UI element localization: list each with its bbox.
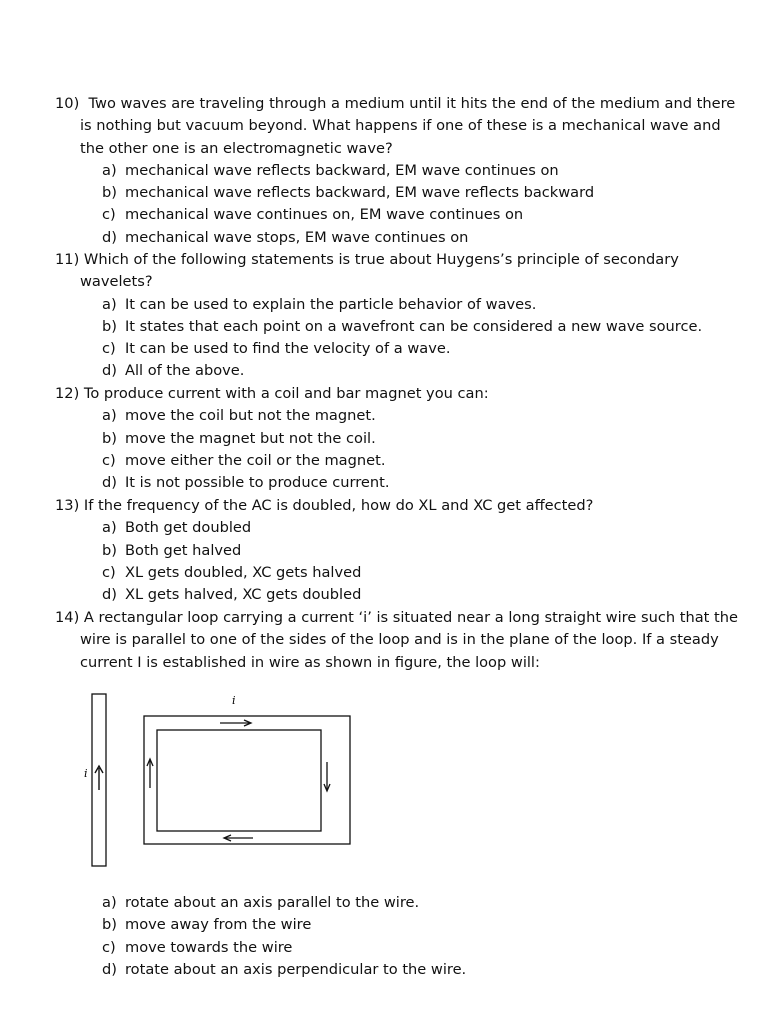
question-text-line: wire is parallel to one of the sides of the loop and is in the plane of the loop. If a steady bbox=[80, 631, 719, 649]
option-label: c) bbox=[102, 451, 116, 469]
option-label: b) bbox=[102, 317, 117, 335]
option-c[interactable] bbox=[0, 338, 745, 360]
question-text-line: current I is established in wire as shown in figure, the loop will: bbox=[80, 653, 540, 671]
loop-outer-edge bbox=[144, 716, 350, 844]
option-label: b) bbox=[102, 916, 117, 934]
option-list bbox=[55, 160, 745, 249]
question-10 bbox=[55, 93, 745, 249]
option-label: a) bbox=[102, 407, 117, 425]
option-b[interactable] bbox=[0, 428, 745, 450]
option-label: c) bbox=[102, 938, 116, 956]
option-text: It states that each point on a wavefront can be considered a new wave source. bbox=[125, 317, 703, 335]
question-number: 11) bbox=[55, 251, 80, 268]
question-text-line: wavelets? bbox=[80, 273, 153, 291]
question-text-line: the other one is an electromagnetic wave? bbox=[80, 139, 393, 157]
option-label: a) bbox=[102, 161, 117, 179]
question-11 bbox=[55, 249, 745, 383]
option-c[interactable] bbox=[0, 562, 745, 584]
option-b[interactable] bbox=[0, 182, 745, 204]
option-text: It can be used to explain the particle behavior of waves. bbox=[125, 295, 537, 313]
option-b[interactable] bbox=[0, 316, 745, 338]
option-label: d) bbox=[102, 586, 117, 604]
loop-inner-edge bbox=[157, 730, 321, 831]
option-text: XL gets doubled, XC gets halved bbox=[125, 563, 362, 581]
option-label: d) bbox=[102, 228, 117, 246]
option-label: a) bbox=[102, 519, 117, 537]
question-14-options bbox=[55, 892, 745, 981]
option-text: rotate about an axis parallel to the wire. bbox=[125, 894, 420, 911]
option-d[interactable] bbox=[0, 584, 745, 606]
question-13 bbox=[55, 495, 745, 606]
option-text: It can be used to find the velocity of a wave. bbox=[125, 340, 451, 358]
question-text-line: To produce current with a coil and bar magnet you can: bbox=[83, 385, 489, 402]
question-text-line: If the frequency of the AC is doubled, how do XL and XC get affected? bbox=[83, 497, 594, 514]
option-label: b) bbox=[102, 184, 117, 202]
option-list bbox=[55, 517, 745, 606]
question-text-line: Two waves are traveling through a medium until it hits the end of the medium and there bbox=[88, 95, 736, 112]
option-text: It is not possible to produce current. bbox=[125, 474, 390, 492]
option-b[interactable] bbox=[0, 914, 745, 936]
option-d[interactable] bbox=[0, 360, 745, 382]
option-label: c) bbox=[102, 563, 116, 581]
option-label: d) bbox=[102, 362, 117, 380]
option-text: Both get halved bbox=[125, 541, 242, 559]
loop-and-wire-figure bbox=[80, 690, 360, 870]
option-list bbox=[55, 294, 745, 383]
option-list bbox=[55, 405, 745, 494]
option-label: c) bbox=[102, 340, 116, 358]
option-text: All of the above. bbox=[125, 362, 245, 380]
option-c[interactable] bbox=[0, 450, 745, 472]
question-number: 14) bbox=[55, 609, 80, 626]
option-text: move either the coil or the magnet. bbox=[125, 451, 386, 469]
question-number: 12) bbox=[55, 385, 80, 402]
option-text: Both get doubled bbox=[125, 519, 252, 537]
option-text: move the coil but not the magnet. bbox=[125, 407, 376, 425]
option-b[interactable] bbox=[0, 540, 745, 562]
question-12 bbox=[55, 383, 745, 494]
wire-current-label: i bbox=[84, 767, 88, 780]
option-label: a) bbox=[102, 295, 117, 313]
option-a[interactable] bbox=[0, 294, 745, 316]
question-text-line: is nothing but vacuum beyond. What happens if one of these is a mechanical wave and bbox=[80, 117, 721, 135]
option-text: move the magnet but not the coil. bbox=[125, 429, 376, 447]
option-d[interactable] bbox=[0, 472, 745, 494]
option-label: c) bbox=[102, 206, 116, 224]
option-text: rotate about an axis perpendicular to the wire. bbox=[125, 960, 467, 978]
option-a[interactable] bbox=[0, 517, 745, 539]
option-a[interactable] bbox=[0, 892, 745, 914]
question-number: 13) bbox=[55, 497, 80, 514]
question-text-line: Which of the following statements is true about Huygens’s principle of secondary bbox=[83, 251, 679, 268]
option-a[interactable] bbox=[0, 160, 745, 182]
option-c[interactable] bbox=[0, 204, 745, 226]
question-14 bbox=[55, 607, 745, 674]
option-c[interactable] bbox=[0, 937, 745, 959]
option-text: mechanical wave stops, EM wave continues on bbox=[125, 228, 469, 246]
option-text: mechanical wave continues on, EM wave continues on bbox=[125, 206, 524, 224]
question-text-line: A rectangular loop carrying a current ‘i’ is situated near a long straight wire such that the bbox=[83, 609, 738, 626]
option-label: a) bbox=[102, 894, 117, 911]
loop-current-label: i bbox=[232, 694, 236, 707]
question-number: 10) bbox=[55, 95, 80, 112]
option-label: b) bbox=[102, 541, 117, 559]
option-d[interactable] bbox=[0, 227, 745, 249]
option-a[interactable] bbox=[0, 405, 745, 427]
option-text: mechanical wave reflects backward, EM wave reflects backward bbox=[125, 184, 595, 202]
option-list bbox=[55, 892, 745, 981]
option-text: move away from the wire bbox=[125, 916, 312, 934]
option-label: b) bbox=[102, 429, 117, 447]
option-label: d) bbox=[102, 474, 117, 492]
option-label: d) bbox=[102, 960, 117, 978]
option-text: move towards the wire bbox=[125, 938, 293, 956]
option-text: XL gets halved, XC gets doubled bbox=[125, 586, 362, 604]
option-d[interactable] bbox=[0, 959, 745, 981]
option-text: mechanical wave reflects backward, EM wave continues on bbox=[125, 161, 559, 179]
